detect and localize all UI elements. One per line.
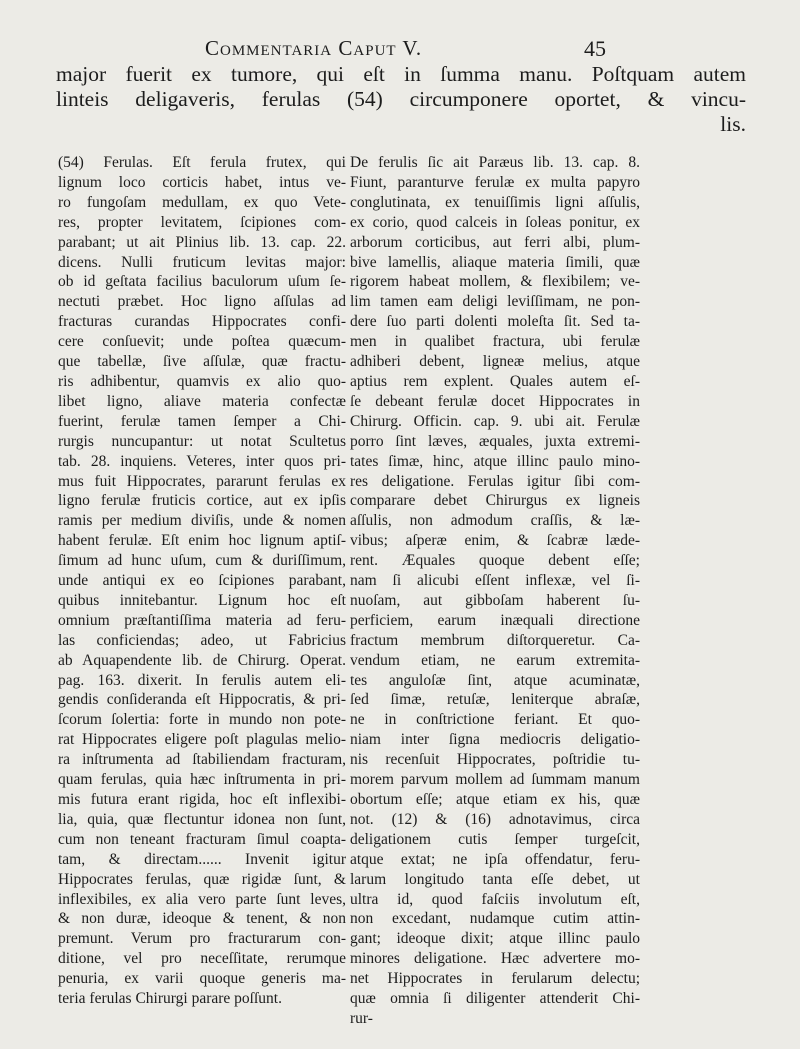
text-line: niam inter ſigna mediocris deligatio- — [350, 731, 640, 749]
text-line: aptius rem explent. Quales autem eſ- — [350, 372, 640, 390]
text-line: ſimum ad hunc uſum, cum & duriſſimum, — [58, 552, 346, 570]
text-line: ſe debeant ferulæ docet Hippocrates in — [350, 392, 640, 410]
text-line: nis recenſuit Hippocrates, poſtridie tu- — [350, 751, 640, 769]
text-line: res, propter levitatem, ſcipiones com- — [58, 213, 346, 231]
text-line: Chirurg. Officin. cap. 9. ubi ait. Ferulæ — [350, 412, 640, 430]
text-line: nectuti præbet. Hoc ligno aſſulas ad — [58, 293, 346, 311]
text-line: quæ omnia ſi diligenter attenderit Chi- — [350, 990, 640, 1008]
page-number: 45 — [584, 36, 606, 61]
right-column — [350, 153, 640, 1029]
text-line: ab Aquapendente lib. de Chirurg. Operat. — [58, 651, 346, 669]
text-line: comparare debet Chirurgus ex ligneis — [350, 492, 640, 510]
text-line: premunt. Verum pro fracturarum con- — [58, 930, 346, 948]
text-line: ditione, vel pro neceſſitate, rerumque — [58, 950, 346, 968]
text-line: nam ſi alicubi eſſent inflexæ, vel ſi- — [350, 572, 640, 590]
text-line: dere ſuo parti dolenti moleſta ſit. Sed ta- — [350, 313, 640, 331]
text-line: deligationem cutis ſemper turgeſcit, — [350, 830, 640, 848]
text-line: pag. 163. dixerit. In ferulis autem eli- — [58, 671, 346, 689]
text-line: teria ferulas Chirurgi parare poſſunt. — [58, 990, 282, 1008]
text-line: mus fuit Hippocrates, pararunt ferulas ex — [58, 472, 346, 490]
text-line: linteis deligaveris, ferulas (54) circumponere oportet, & vincu- — [56, 87, 746, 111]
text-line: cere conſuevit; unde poſtea quæcum- — [58, 333, 346, 351]
text-line: Hippocrates ferulas, quæ rigidæ ſunt, & — [58, 870, 346, 888]
text-line: rat Hippocrates eligere poſt plagulas melio- — [58, 731, 346, 749]
text-line: conglutinata, ex tenuiſſimis ligni aſſulis, — [350, 193, 640, 211]
text-line: gant; ideoque dixit; atque illinc paulo — [350, 930, 640, 948]
text-line: ro fungoſam medullam, ex quo Vete- — [58, 193, 346, 211]
main-text — [56, 62, 746, 137]
text-line: lia, quia, quæ flectuntur idonea non ſunt, — [58, 810, 346, 828]
text-line: ligno ferulæ fruticis cortice, aut ex ipſis — [58, 492, 346, 510]
text-line: inflexibiles, ex alia vero parte ſunt leves, — [58, 890, 346, 908]
text-line: ſcorum ſolertia: forte in mundo non pote- — [58, 711, 346, 729]
text-line: omnium præſtantiſſima materia ad feru- — [58, 611, 346, 629]
text-line: libet ligno, aliave materia confectæ — [58, 392, 346, 410]
text-line: net Hippocrates in ferularum delectu; — [350, 970, 640, 988]
text-line: ex corio, quod calceis in ſoleas ponitur, ex — [350, 213, 640, 231]
text-line: (54) Ferulas. Eſt ferula frutex, qui — [58, 154, 346, 171]
text-line: parabant; ut ait Plinius lib. 13. cap. 22. — [58, 233, 346, 251]
text-line: minores deligatione. Hæc advertere mo- — [350, 950, 640, 968]
text-line: porro ſint læves, æquales, juxta extremi- — [350, 432, 640, 450]
text-line: larum longitudo tanta eſſe debet, ut — [350, 870, 640, 888]
text-line: ſed ſimæ, retuſæ, leniterque abraſæ, — [350, 691, 640, 709]
text-line: ra inſtrumenta ad ſtabiliendam fracturam, — [58, 751, 346, 769]
text-line: nuoſam, aut gibboſam haberent ſu- — [350, 591, 640, 609]
text-line: perficiem, earum inæquali directione — [350, 611, 640, 629]
text-line: mis futura erant rigida, hoc eſt inflexibi- — [58, 791, 346, 808]
text-line: unde antiqui ex eo ſcipiones parabant, — [58, 572, 346, 590]
text-line: lignum loco corticis habet, intus ve- — [58, 173, 346, 191]
text-line: rent. Æquales quoque debent eſſe; — [350, 552, 640, 570]
text-line: tam, & directam...... Invenit igitur — [58, 850, 346, 868]
text-line: ultra id, quod faſciis involutum eſt, — [350, 890, 640, 908]
text-line: cum non teneant fracturam ſimul coapta- — [58, 830, 346, 848]
text-line: obortum eſſe; atque etiam ex his, quæ — [350, 791, 640, 808]
text-line: morem parvum mollem ad ſummam manum — [350, 771, 640, 789]
text-line: rur- — [350, 1009, 373, 1027]
text-line: lim tamen eam deligi leviſſimam, ne pon- — [350, 293, 640, 311]
text-line: quibus innitebantur. Lignum hoc eſt — [58, 591, 346, 609]
text-line: ne in conſtrictione feriant. Et quo- — [350, 711, 640, 729]
text-line: ris adhibentur, quamvis ex alio quo- — [58, 372, 346, 390]
text-line: vendum etiam, ne earum extremita- — [350, 651, 640, 669]
text-line: Fiunt, paranturve ferulæ ex multa papyro — [350, 173, 640, 191]
text-line: vibus; aſperæ enim, & ſcabræ læde- — [350, 532, 640, 550]
text-line: De ferulis ſic ait Paræus lib. 13. cap. 8. — [350, 154, 640, 171]
text-line: ob id geſtata facilius baculorum uſum ſe- — [58, 273, 346, 291]
page-header — [0, 30, 800, 60]
running-title: Commentaria Caput V. — [205, 36, 423, 60]
text-line: non excedant, nudamque cutim attin- — [350, 910, 640, 928]
text-line: atque extat; ne ipſa offendatur, feru- — [350, 850, 640, 868]
text-line: & non duræ, ideoque & tenent, & non — [58, 910, 346, 928]
text-line: fractum membrum diſtorqueretur. Ca- — [350, 631, 640, 649]
text-line: men in qualibet fractura, ubi ferulæ — [350, 333, 640, 351]
text-line: tates ſimæ, hinc, atque illinc paulo mino- — [350, 452, 640, 470]
text-line: habent ferulæ. Eſt enim hoc lignum aptiſ- — [58, 532, 346, 550]
text-line: rigorem habeat mollem, & flexibilem; ve- — [350, 273, 640, 291]
text-line: fracturas curandas Hippocrates confi- — [58, 313, 346, 331]
text-line: fuerint, ferulæ tamen ſemper a Chi- — [58, 412, 346, 430]
text-line: not. (12) & (16) adnotavimus, circa — [350, 810, 640, 828]
text-line: rurgis nuncupantur: ut notat Scultetus — [58, 432, 346, 450]
text-line: major fuerit ex tumore, qui eſt in ſumma manu. Poſtquam autem — [56, 62, 746, 86]
left-column — [58, 153, 346, 1009]
text-line: aſſulis, non admodum craſſis, & læ- — [350, 512, 640, 530]
text-line: lis. — [720, 112, 746, 136]
text-line: gendis conſideranda eſt Hippocratis, & pri- — [58, 691, 346, 709]
text-line: las conficiendas; adeo, ut Fabricius — [58, 631, 346, 649]
text-line: bive lamellis, aliaque materia ſimili, quæ — [350, 253, 640, 271]
text-line: res deligatione. Ferulas igitur ſibi com- — [350, 472, 640, 490]
text-line: que tabellæ, ſive aſſulæ, quæ fractu- — [58, 353, 346, 371]
text-line: quam ferulas, quia hæc inſtrumenta in pri- — [58, 771, 346, 789]
text-line: arborum corticibus, aut ferri albi, plum- — [350, 233, 640, 251]
text-line: penuria, ex varii quoque generis ma- — [58, 970, 346, 988]
text-line: tes anguloſæ ſint, atque acuminatæ, — [350, 671, 640, 689]
text-line: tab. 28. inquiens. Veteres, inter quos pri- — [58, 452, 346, 470]
text-line: adhiberi debent, ligneæ melius, atque — [350, 353, 640, 371]
text-line: ramis per medium diviſis, unde & nomen — [58, 512, 346, 530]
text-line: dicens. Nulli fruticum levitas major: — [58, 253, 346, 271]
